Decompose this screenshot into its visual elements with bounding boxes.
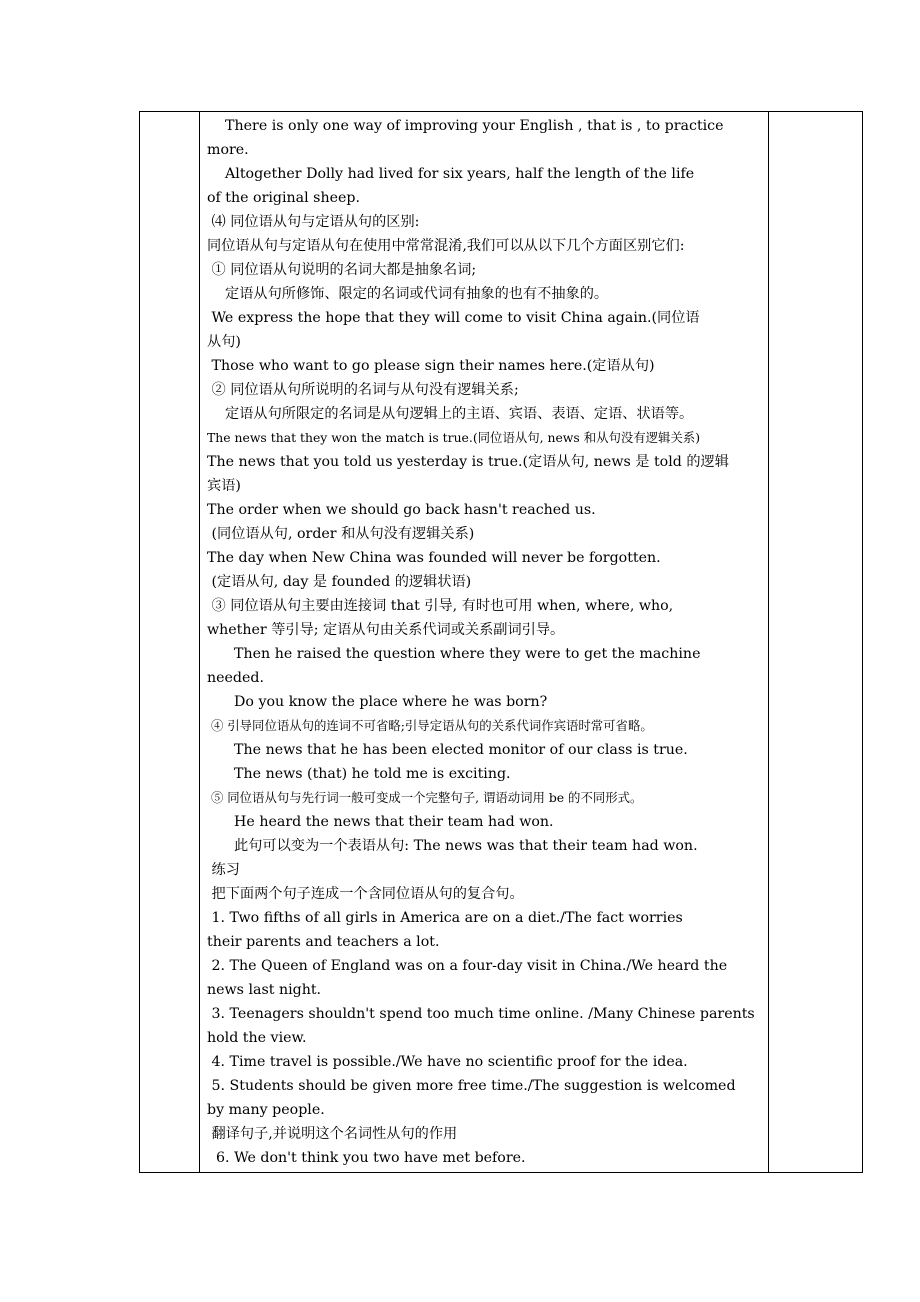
text-line: The order when we should go back hasn't reached us. <box>207 502 596 518</box>
text-line: whether 等引导; 定语从句由关系代词或关系副词引导。 <box>207 622 565 638</box>
text-line: The news that they won the match is true.(同位语从句, news 和从句没有逻辑关系) <box>207 430 701 445</box>
text-line: The news (that) he told me is exciting. <box>207 766 511 782</box>
document-table <box>139 111 863 1173</box>
text-line: 翻译句子,并说明这个名词性从句的作用 <box>207 1126 458 1142</box>
text-line: by many people. <box>207 1102 325 1118</box>
text-line: We express the hope that they will come to visit China again.(同位语 <box>207 310 700 326</box>
text-line: 6. We don't think you two have met before. <box>207 1150 526 1166</box>
text-line: ⑤ 同位语从句与先行词一般可变成一个完整句子, 谓语动词用 be 的不同形式。 <box>207 790 643 805</box>
text-line: ③ 同位语从句主要由连接词 that 引导, 有时也可用 when, where, who, <box>207 598 674 614</box>
text-line: 2. The Queen of England was on a four-day visit in China./We heard the <box>207 958 728 974</box>
text-line: He heard the news that their team had won. <box>207 814 554 830</box>
text-line: 4. Time travel is possible./We have no scientific proof for the idea. <box>207 1054 688 1070</box>
text-line: 同位语从句与定语从句在使用中常常混淆,我们可以从以下几个方面区别它们: <box>207 238 685 254</box>
text-line: 宾语) <box>207 478 241 494</box>
text-line: 从句) <box>207 334 241 350</box>
text-line: more. <box>207 142 249 158</box>
text-line: 练习 <box>207 862 240 878</box>
text-line: The news that you told us yesterday is true.(定语从句, news 是 told 的逻辑 <box>207 454 729 470</box>
text-line: Altogether Dolly had lived for six years, half the length of the life <box>207 166 695 182</box>
text-line: hold the view. <box>207 1030 307 1046</box>
text-line: (定语从句, day 是 founded 的逻辑状语) <box>207 574 472 590</box>
text-line: 1. Two fifths of all girls in America are on a diet./The fact worries <box>207 910 683 926</box>
text-line: 把下面两个句子连成一个含同位语从句的复合句。 <box>207 886 524 902</box>
text-line: Do you know the place where he was born? <box>207 694 548 710</box>
text-line: 3. Teenagers shouldn't spend too much time online. /Many Chinese parents <box>207 1006 755 1022</box>
text-line: Then he raised the question where they were to get the machine <box>207 646 701 662</box>
text-line: their parents and teachers a lot. <box>207 934 440 950</box>
text-line: news last night. <box>207 982 322 998</box>
text-line: ② 同位语从句所说明的名词与从句没有逻辑关系; <box>207 382 519 398</box>
text-line: (同位语从句, order 和从句没有逻辑关系) <box>207 526 475 542</box>
text-line: Those who want to go please sign their names here.(定语从句) <box>207 358 655 374</box>
text-line: 5. Students should be given more free time./The suggestion is welcomed <box>207 1078 736 1094</box>
content-cell <box>207 114 770 1170</box>
column-divider-1 <box>199 112 200 1172</box>
text-line: 此句可以变为一个表语从句: The news was that their team had won. <box>207 838 698 854</box>
text-line: ④ 引导同位语从句的连词不可省略;引导定语从句的关系代词作宾语时常可省略。 <box>207 718 653 733</box>
text-line: of the original sheep. <box>207 190 360 206</box>
text-line: needed. <box>207 670 264 686</box>
text-line: There is only one way of improving your English , that is , to practice <box>207 118 724 134</box>
text-line: The day when New China was founded will never be forgotten. <box>207 550 661 566</box>
text-line: ⑷ 同位语从句与定语从句的区别: <box>207 214 420 230</box>
text-line: ① 同位语从句说明的名词大都是抽象名词; <box>207 262 477 278</box>
text-line: The news that he has been elected monitor of our class is true. <box>207 742 688 758</box>
text-line: 定语从句所修饰、限定的名词或代词有抽象的也有不抽象的。 <box>207 286 609 302</box>
text-line: 定语从句所限定的名词是从句逻辑上的主语、宾语、表语、定语、状语等。 <box>207 406 694 422</box>
